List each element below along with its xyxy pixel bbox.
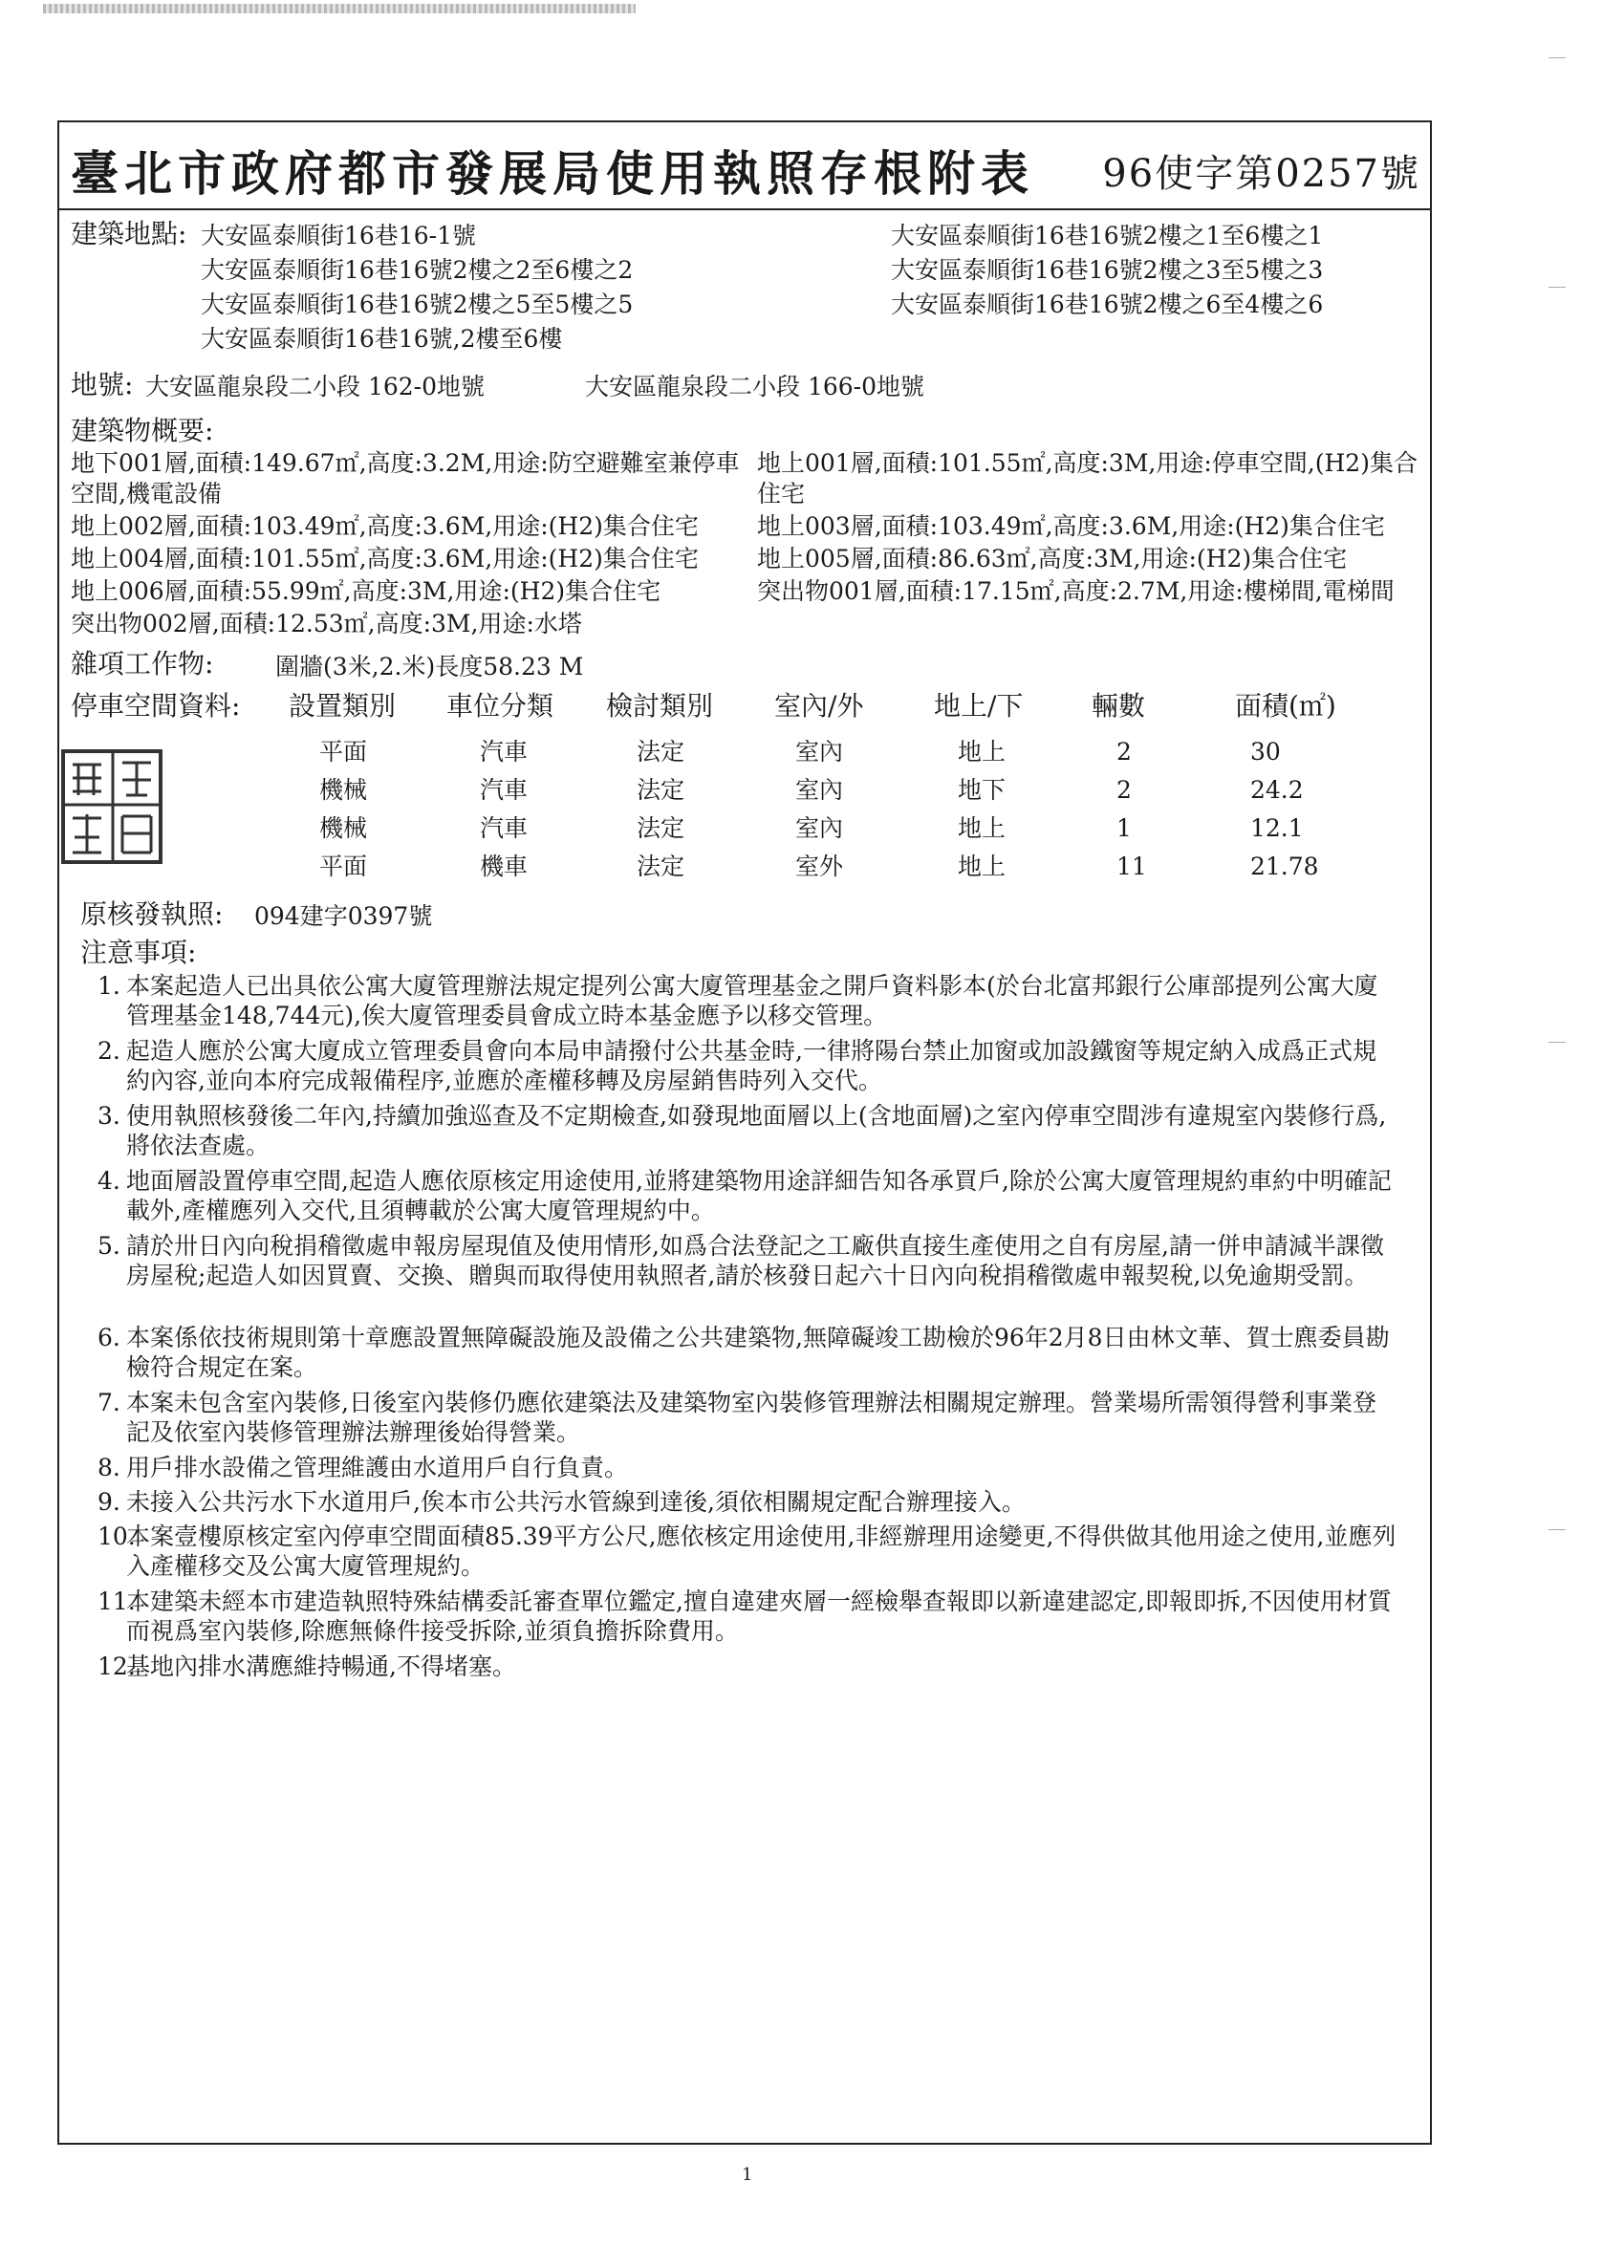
document-frame — [57, 120, 1432, 2145]
note-text: 本建築未經本市建造執照特殊結構委託審查單位鑑定,擅自違建夾層一經檢舉查報即以新違建認定,即報即拆,不因使用材質而視爲室內裝修,除應無條件接受拆除,並須負擔拆除費用。 — [126, 1588, 1392, 1645]
note-number: 3. — [97, 1102, 120, 1130]
note-text: 本案壹樓原核定室內停車空間面積85.39平方公尺,應依核定用途使用,非經辦理用途變更,不得供做其他用途之使用,並應列入產權移交及公寓大廈管理規約。 — [126, 1523, 1397, 1580]
note-text: 基地內排水溝應維持暢通,不得堵塞。 — [126, 1652, 516, 1680]
parking-cell: 12.1 — [1250, 814, 1304, 842]
parking-cell: 機械 — [319, 814, 368, 842]
note-text: 本案未包含室內裝修,日後室內裝修仍應依建築法及建築物室內裝修管理辦法相關規定辦理。營業場所需領得營利事業登記及依室內裝修管理辦法辦理後始得營業。 — [126, 1389, 1376, 1446]
scan-artifact — [1548, 287, 1566, 288]
note-item — [97, 1231, 1407, 1290]
parking-cell: 汽車 — [480, 776, 529, 804]
parking-cell: 室外 — [795, 853, 844, 880]
note-number: 11. — [97, 1588, 136, 1615]
parking-cell: 機械 — [319, 776, 368, 804]
parking-cell: 地上 — [958, 738, 1007, 766]
parking-cell: 1 — [1116, 814, 1132, 842]
misc-value: 圍牆(3米,2.米)長度58.23 M — [275, 653, 584, 680]
parking-cell: 地上 — [958, 853, 1007, 880]
note-item — [97, 1453, 1407, 1482]
note-text: 請於卅日內向稅捐稽徵處申報房屋現值及使用情形,如爲合法登記之工廠供直接生產使用之自有房屋,請一併申請減半課徵房屋稅;起造人如因買賣、交換、贈與而取得使用執照者,請於核發日起六十日內向稅捐稽徵處申報契稅,以免逾期受罰。 — [126, 1232, 1384, 1289]
parking-cell: 11 — [1116, 853, 1147, 880]
parking-header: 車位分類 — [446, 690, 554, 722]
parking-cell: 室內 — [795, 738, 844, 766]
building-line: 突出物001層,面積:17.15㎡,高度:2.7M,用途:樓梯間,電梯間 — [757, 577, 1395, 605]
misc-label: 雜項工作物: — [71, 648, 214, 680]
parking-header: 面積(㎡) — [1235, 690, 1336, 722]
note-item — [97, 1036, 1407, 1095]
building-line: 地上001層,面積:101.55㎡,高度:3M,用途:停車空間,(H2)集合 — [757, 449, 1418, 477]
note-number: 12. — [97, 1652, 136, 1680]
parking-cell: 室內 — [795, 814, 844, 842]
note-item — [97, 1388, 1407, 1447]
parking-cell: 平面 — [319, 738, 368, 766]
official-seal-icon — [59, 745, 166, 870]
note-number: 2. — [97, 1037, 120, 1065]
building-line: 地上002層,面積:103.49㎡,高度:3.6M,用途:(H2)集合住宅 — [71, 512, 699, 540]
note-item — [97, 1522, 1407, 1581]
parking-cell: 地上 — [958, 814, 1007, 842]
parking-header: 室內/外 — [774, 690, 864, 722]
parking-header: 檢討類別 — [606, 690, 714, 722]
parking-cell: 法定 — [637, 814, 685, 842]
parking-cell: 2 — [1116, 776, 1132, 804]
note-item — [97, 1323, 1407, 1382]
note-text: 起造人應於公寓大廈成立管理委員會向本局申請撥付公共基金時,一律將陽台禁止加窗或加設鐵窗等規定納入成爲正式規約內容,並向本府完成報備程序,並應於產權移轉及房屋銷售時列入交代。 — [126, 1037, 1376, 1094]
note-item — [97, 1652, 1407, 1681]
parking-header: 地上/下 — [934, 690, 1024, 722]
parking-cell: 24.2 — [1250, 776, 1304, 804]
site-address: 大安區泰順街16巷16號2樓之1至6樓之1 — [891, 222, 1324, 249]
building-line: 地下001層,面積:149.67㎡,高度:3.2M,用途:防空避難室兼停車 — [71, 449, 740, 477]
site-address: 大安區泰順街16巷16-1號 — [201, 222, 476, 249]
note-text: 地面層設置停車空間,起造人應依原核定用途使用,並將建築物用途詳細告知各承買戶,除於公寓大廈管理規約車約中明確記載外,產權應列入交代,且須轉載於公寓大廈管理規約中。 — [126, 1167, 1392, 1224]
building-line: 地上004層,面積:101.55㎡,高度:3.6M,用途:(H2)集合住宅 — [71, 545, 699, 572]
notes-label: 注意事項: — [80, 937, 197, 968]
parking-cell: 汽車 — [480, 814, 529, 842]
note-number: 8. — [97, 1454, 120, 1481]
building-line: 地上003層,面積:103.49㎡,高度:3.6M,用途:(H2)集合住宅 — [757, 512, 1385, 540]
building-line: 地上005層,面積:86.63㎡,高度:3M,用途:(H2)集合住宅 — [757, 545, 1348, 572]
note-text: 用戶排水設備之管理維護由水道用戶自行負責。 — [126, 1454, 629, 1481]
site-label: 建築地點: — [71, 218, 187, 249]
site-address: 大安區泰順街16巷16號2樓之5至5樓之5 — [201, 291, 634, 318]
parking-cell: 平面 — [319, 853, 368, 880]
site-address: 大安區泰順街16巷16號2樓之2至6樓之2 — [201, 256, 634, 284]
note-item — [97, 1101, 1407, 1160]
title-row — [59, 122, 1430, 210]
note-item — [97, 1487, 1407, 1517]
note-text: 使用執照核發後二年內,持續加強巡查及不定期檢查,如發現地面層以上(含地面層)之室內停車空間涉有違規室內裝修行爲,將依法查處。 — [126, 1102, 1387, 1159]
lot-label: 地號: — [71, 369, 134, 400]
note-text: 未接入公共污水下水道用戶,俟本市公共污水管線到達後,須依相關規定配合辦理接入。 — [126, 1488, 1026, 1516]
parking-header: 輛數 — [1092, 690, 1146, 722]
parking-cell: 法定 — [637, 738, 685, 766]
note-text: 本案起造人已出具依公寓大廈管理辦法規定提列公寓大廈管理基金之開戶資料影本(於台北富邦銀行公庫部提列公寓大廈管理基金148,744元),俟大廈管理委員會成立時本基金應予以移交管理。 — [126, 972, 1378, 1029]
parking-cell: 2 — [1116, 738, 1132, 766]
permit-number: 96使字第0257號 — [1102, 152, 1420, 196]
parking-cell: 30 — [1250, 738, 1281, 766]
note-number: 7. — [97, 1389, 120, 1416]
note-number: 5. — [97, 1232, 120, 1260]
scan-artifact — [43, 4, 636, 13]
parking-cell: 21.78 — [1250, 853, 1319, 880]
note-number: 4. — [97, 1167, 120, 1195]
building-line: 地上006層,面積:55.99㎡,高度:3M,用途:(H2)集合住宅 — [71, 577, 661, 605]
scan-artifact — [1548, 1529, 1566, 1530]
lot-number: 大安區龍泉段二小段 166-0地號 — [585, 373, 925, 400]
site-address: 大安區泰順街16巷16號2樓之3至5樓之3 — [891, 256, 1324, 284]
note-number: 6. — [97, 1324, 120, 1351]
building-line: 住宅 — [757, 480, 806, 508]
parking-cell: 地下 — [958, 776, 1007, 804]
note-number: 10. — [97, 1523, 136, 1550]
original-permit-label: 原核發執照: — [80, 898, 224, 930]
parking-cell: 室內 — [795, 776, 844, 804]
parking-cell: 法定 — [637, 853, 685, 880]
parking-cell: 機車 — [480, 853, 529, 880]
scan-artifact — [1548, 57, 1566, 58]
note-item — [97, 1587, 1407, 1646]
site-address: 大安區泰順街16巷16號,2樓至6樓 — [201, 325, 563, 353]
parking-label: 停車空間資料: — [71, 690, 241, 722]
note-item — [97, 1166, 1407, 1225]
building-label: 建築物概要: — [71, 415, 214, 446]
lot-number: 大安區龍泉段二小段 162-0地號 — [145, 373, 486, 400]
parking-cell: 汽車 — [480, 738, 529, 766]
original-permit-value: 094建字0397號 — [254, 902, 433, 930]
building-line: 突出物002層,面積:12.53㎡,高度:3M,用途:水塔 — [71, 610, 582, 637]
parking-header: 設置類別 — [289, 690, 397, 722]
scan-artifact — [1548, 1042, 1566, 1043]
building-line: 空間,機電設備 — [71, 480, 222, 508]
note-text: 本案係依技術規則第十章應設置無障礙設施及設備之公共建築物,無障礙竣工勘檢於96年2月8日由林文華、賀士麃委員勘檢符合規定在案。 — [126, 1324, 1390, 1381]
note-item — [97, 971, 1407, 1030]
page-number: 1 — [742, 2165, 753, 2185]
note-number: 1. — [97, 972, 120, 1000]
parking-cell: 法定 — [637, 776, 685, 804]
site-address: 大安區泰順街16巷16號2樓之6至4樓之6 — [891, 291, 1324, 318]
document-title: 臺北市政府都市發展局使用執照存根附表 — [71, 145, 1034, 202]
note-number: 9. — [97, 1488, 120, 1516]
